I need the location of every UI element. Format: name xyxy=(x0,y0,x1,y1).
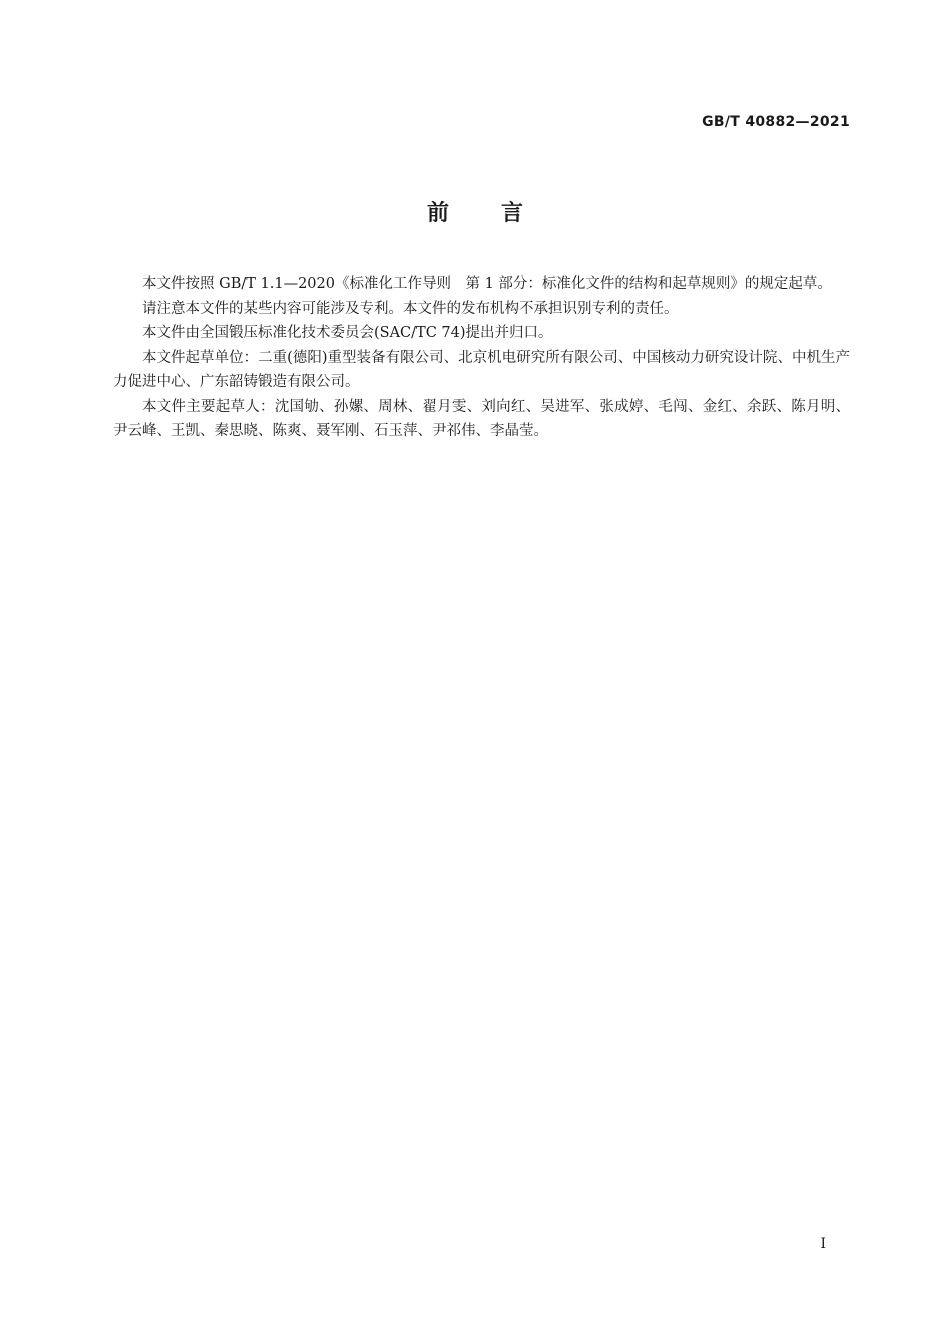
paragraph-patent-notice: 请注意本文件的某些内容可能涉及专利。本文件的发布机构不承担识别专利的责任。 xyxy=(142,300,679,317)
page-number: I xyxy=(820,1236,826,1252)
paragraph-drafting-rules: 本文件按照 GB/T 1.1—2020《标准化工作导则 第 1 部分：标准化文件的结构和起草规则》的规定起草。 xyxy=(142,276,832,292)
paragraph-drafting-units: 本文件起草单位：二重(德阳)重型装备有限公司、北京机电研究所有限公司、中国核动力研究设计院、中机生产力促进中心、广东韶铸锻造有限公司。 xyxy=(113,349,850,390)
paragraph-proposer: 本文件由全国锻压标准化技术委员会(SAC/TC 74)提出并归口。 xyxy=(142,325,553,341)
page-title: 前言 xyxy=(426,201,575,226)
paragraph-drafters: 本文件主要起草人：沈国劬、孙嫘、周林、翟月雯、刘向红、吴进军、张成婷、毛闯、金红、余跃、陈月明、尹云峰、王凯、秦思晓、陈爽、聂军刚、石玉萍、尹祁伟、李晶莹。 xyxy=(113,398,850,439)
foreword-body xyxy=(113,272,850,444)
standard-code: GB/T 40882—2021 xyxy=(702,114,850,130)
